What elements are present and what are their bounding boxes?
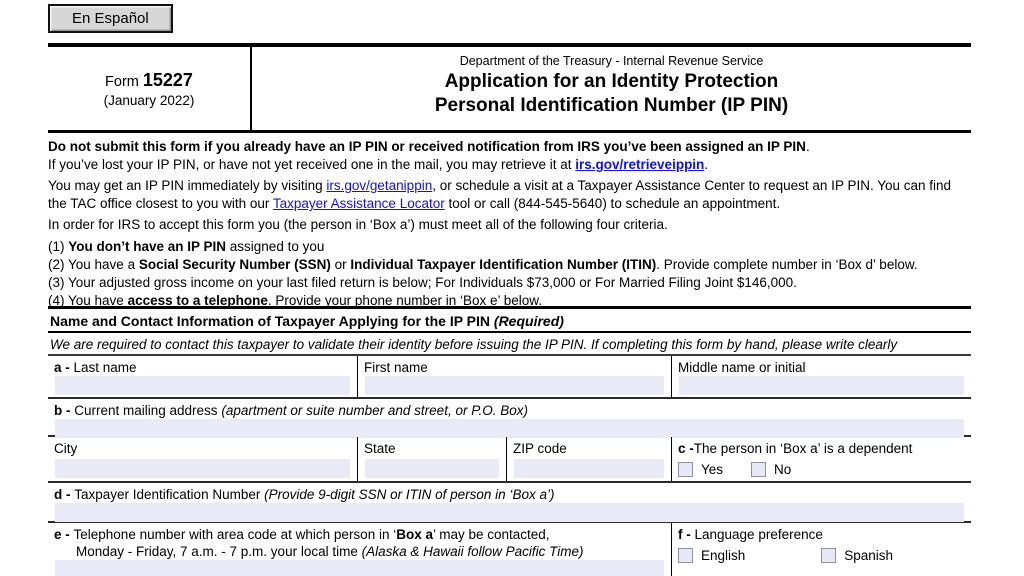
- section-note: We are required to contact this taxpayer to validate their identity before issuing the IP PIN. If completing this form by hand, please write clearly: [48, 333, 971, 356]
- first-name-label: First name: [364, 360, 428, 375]
- text-segment: (apartment or suite number and street, or P.O. Box): [221, 403, 528, 418]
- checkbox-english[interactable]: [678, 548, 693, 563]
- middle-name-input[interactable]: [679, 376, 964, 395]
- language-label: [678, 526, 965, 543]
- cell-city: [48, 437, 358, 481]
- instruction-get-pin: [48, 177, 971, 213]
- last-name-input[interactable]: [55, 376, 350, 395]
- text-segment: . Provide your phone number in ‘Box e’ below.: [267, 293, 543, 308]
- cell-dependent: [672, 437, 971, 481]
- cell-telephone: [48, 523, 672, 576]
- form-header: [48, 43, 971, 133]
- yes-label: Yes: [701, 462, 724, 477]
- box-a-prefix: a -: [54, 360, 74, 375]
- form-15227: [48, 43, 971, 576]
- text-segment: (3) Your adjusted gross income on your last filed return is below; For Individuals $73,000 or For Married Filing Joint $146,000.: [48, 275, 797, 290]
- instruction-do-not-submit: [48, 138, 971, 156]
- english-label: English: [701, 548, 746, 563]
- text-segment: f -: [678, 527, 695, 542]
- row-tin: [48, 483, 971, 523]
- form-title-line2: Personal Identification Number (IP PIN): [434, 95, 789, 116]
- text-segment: ’ may be contacted,: [432, 527, 550, 542]
- text-segment: (2) You have a: [48, 257, 139, 272]
- link-getanippin[interactable]: irs.gov/getanippin: [326, 178, 433, 193]
- text-segment: (Provide 9-digit SSN or ITIN of person in ‘Box a’): [264, 487, 555, 502]
- form-title-line1: Application for an Identity Protection: [444, 71, 779, 92]
- zip-label: ZIP code: [513, 441, 567, 456]
- cell-last-name: [48, 356, 358, 398]
- tin-label: [54, 486, 965, 503]
- instruction-lost-pin: [48, 156, 971, 174]
- text-segment: Language preference: [694, 527, 823, 542]
- middle-name-label: Middle name or initial: [678, 360, 806, 375]
- criterion-3: [48, 274, 971, 292]
- form-word: Form: [105, 73, 143, 90]
- text-segment: (4) You have: [48, 293, 128, 308]
- text-segment: Telephone number with area code at which person in ‘: [73, 527, 397, 542]
- telephone-input[interactable]: [55, 560, 664, 576]
- criterion-1: [48, 238, 971, 256]
- text-segment: c -: [678, 441, 694, 456]
- text-segment: Do not submit this form if you already have an IP PIN or received notification from IRS you’ve been assigned an IP PIN: [48, 139, 806, 154]
- checkbox-spanish[interactable]: [821, 548, 836, 563]
- row-phone-language: [48, 523, 971, 576]
- state-label: State: [364, 441, 396, 456]
- mailing-address-input[interactable]: [55, 419, 964, 438]
- text-segment: .: [805, 139, 810, 154]
- checkbox-no[interactable]: [751, 462, 766, 477]
- cell-middle-name: [672, 356, 971, 398]
- text-segment: Social Security Number (SSN): [138, 257, 331, 272]
- text-segment: assigned to you: [226, 239, 325, 254]
- dependent-label: [678, 440, 965, 457]
- cell-tin: [48, 483, 971, 525]
- text-segment: Current mailing address: [74, 403, 222, 418]
- tin-input[interactable]: [55, 503, 964, 522]
- row-name: [48, 356, 971, 399]
- text-segment: Taxpayer Identification Number: [74, 487, 265, 502]
- telephone-label-line1: [54, 526, 665, 543]
- zip-input[interactable]: [514, 459, 664, 478]
- link-retrieveippin[interactable]: irs.gov/retrieveippin: [575, 157, 705, 172]
- text-segment: access to a telephone: [127, 293, 268, 308]
- last-name-label: [54, 359, 351, 376]
- cell-first-name: [358, 356, 672, 398]
- text-segment: If you’ve lost your IP PIN, or have not yet received one in the mail, you may retrieve it at: [48, 157, 576, 172]
- agency-line: Department of the Treasury - Internal Revenue Service: [459, 54, 764, 68]
- dependent-options: [678, 462, 965, 477]
- form-title: [252, 70, 971, 118]
- cell-language: [672, 523, 971, 576]
- mailing-address-label: [54, 402, 965, 419]
- city-label: City: [54, 441, 78, 456]
- instruction-criteria-intro: [48, 216, 971, 234]
- text-segment: Monday - Friday, 7 a.m. - 7 p.m. your local time: [76, 544, 362, 559]
- text-segment: You don’t have an IP PIN: [68, 239, 227, 254]
- text-segment: Box a: [396, 527, 433, 542]
- text-segment: Name and Contact Information of Taxpayer Applying for the IP PIN: [50, 313, 494, 329]
- text-segment: .: [704, 157, 709, 172]
- text-segment: e -: [54, 527, 74, 542]
- form-number-value: 15227: [142, 69, 193, 90]
- text-segment: (Required): [493, 313, 564, 329]
- section-title: [48, 309, 971, 333]
- text-segment: (Alaska & Hawaii follow Pacific Time): [361, 544, 584, 559]
- row-mailing-address: [48, 399, 971, 437]
- state-input[interactable]: [365, 459, 499, 478]
- text-segment: The person in ‘Box a’ is a dependent: [693, 441, 913, 456]
- city-input[interactable]: [55, 459, 350, 478]
- no-label: No: [774, 462, 792, 477]
- cell-state: [358, 437, 507, 481]
- text-segment: , or schedule a visit at a Taxpayer Assistance Center to request an IP PIN. You can find the TAC office closest to you with our: [48, 178, 952, 211]
- text-segment: . Provide complete number in ‘Box d’ below.: [656, 257, 918, 272]
- text-segment: Individual Taxpayer Identification Number (ITIN): [350, 257, 657, 272]
- text-segment: d -: [54, 487, 75, 502]
- cell-zip: [507, 437, 672, 481]
- language-options: [678, 548, 965, 563]
- telephone-label-line2: [54, 543, 665, 560]
- spanish-label: Spanish: [844, 548, 894, 563]
- first-name-input[interactable]: [365, 376, 664, 395]
- instructions-block: [48, 133, 971, 309]
- form-number: [105, 70, 193, 91]
- criterion-2: [48, 256, 971, 274]
- last-name-text: Last name: [73, 360, 137, 375]
- row-city-state-zip: [48, 437, 971, 483]
- text-segment: In order for IRS to accept this form you (the person in ‘Box a’) must meet all of the following four criteria.: [48, 217, 668, 232]
- criterion-4: [48, 292, 971, 310]
- checkbox-yes[interactable]: [678, 462, 693, 477]
- text-segment: (1): [48, 239, 69, 254]
- text-segment: or: [330, 257, 351, 272]
- en-espanol-button[interactable]: En Español: [48, 4, 173, 33]
- link-taxpayer-assistance-locator[interactable]: Taxpayer Assistance Locator: [272, 196, 445, 211]
- text-segment: You may get an IP PIN immediately by visiting: [48, 178, 327, 193]
- cell-mailing-address: [48, 399, 971, 441]
- form-title-block: [252, 47, 971, 130]
- form-number-block: [48, 47, 252, 130]
- text-segment: b -: [54, 403, 75, 418]
- form-revision-date: (January 2022): [103, 92, 195, 108]
- text-segment: tool or call (844-545-5640) to schedule an appointment.: [444, 196, 781, 211]
